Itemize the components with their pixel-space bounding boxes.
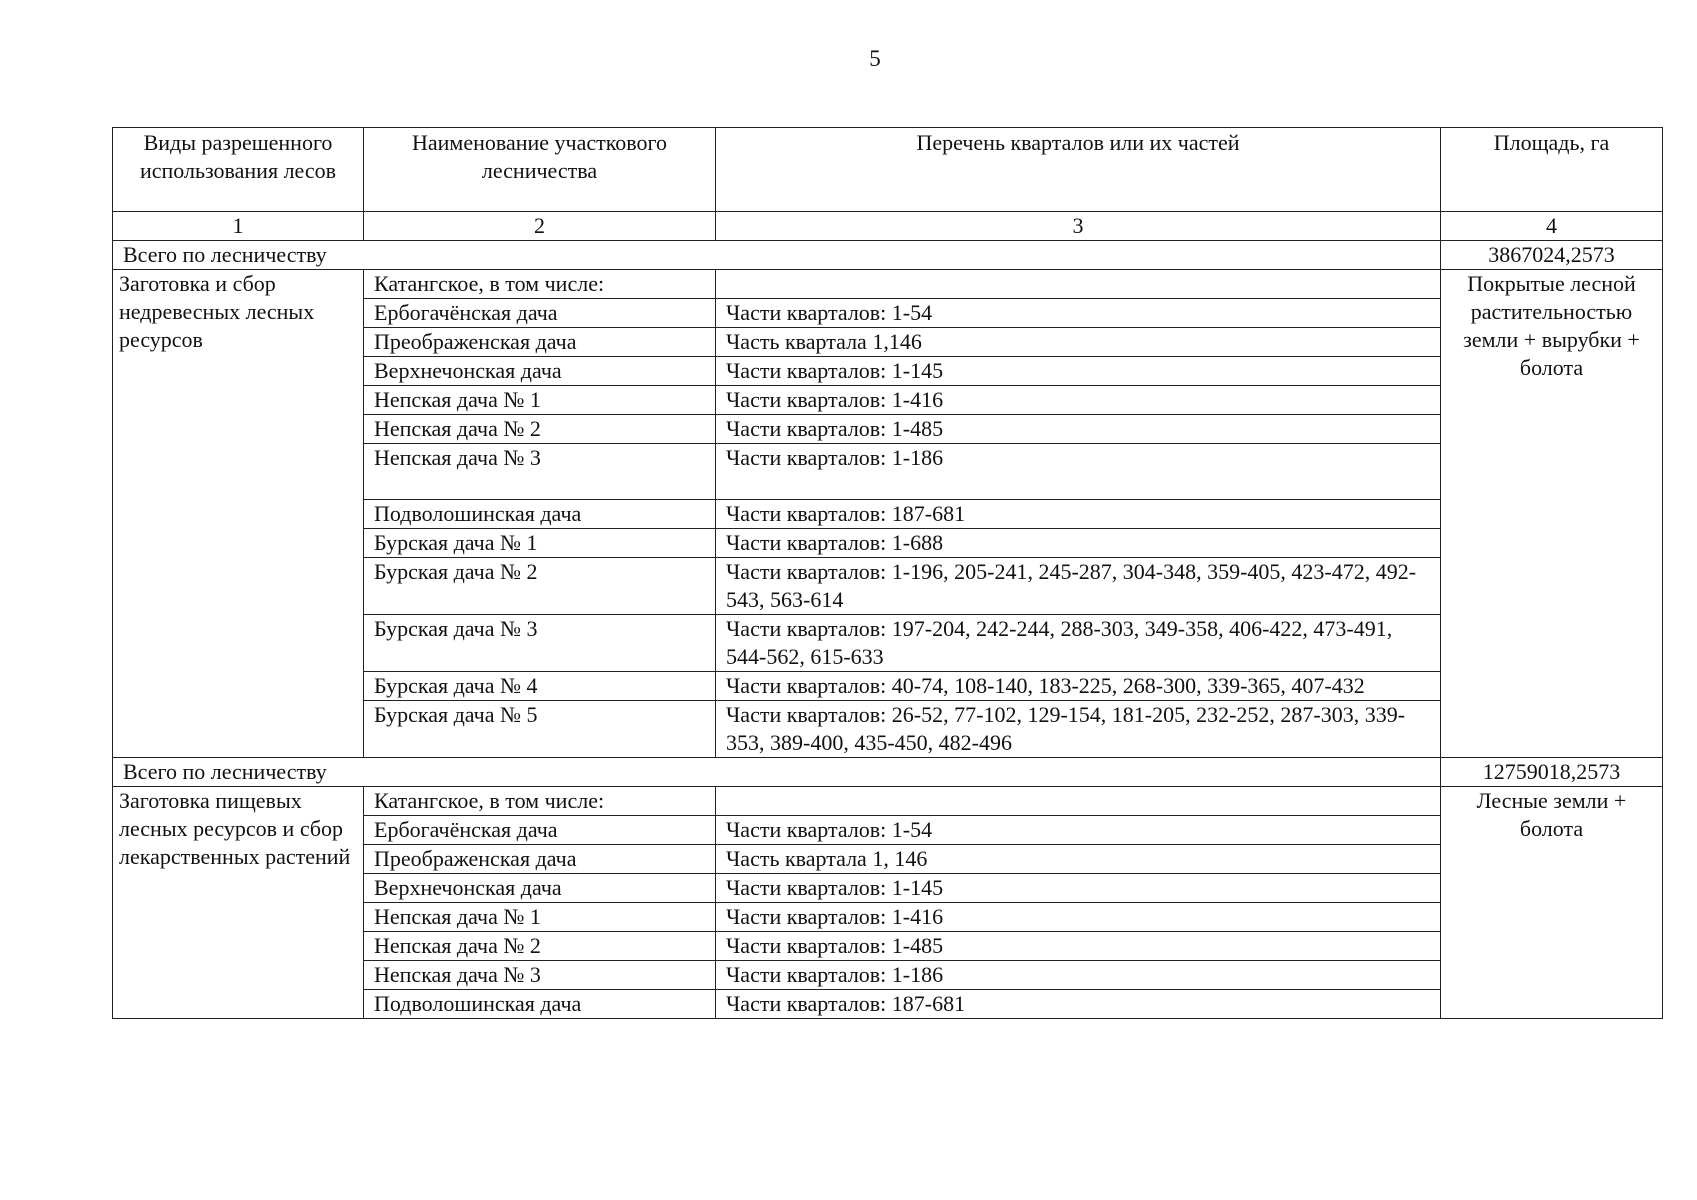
- header-quarters-list: Перечень кварталов или их частей: [716, 128, 1441, 212]
- header-row: [113, 128, 1663, 212]
- quarters-list: Часть квартала 1, 146: [716, 845, 1441, 874]
- forest-use-table: [112, 127, 1663, 1019]
- dacha-name: Бурская дача № 4: [364, 672, 716, 701]
- quarters-list: Части кварталов: 1-485: [716, 932, 1441, 961]
- dacha-name: Преображенская дача: [364, 845, 716, 874]
- total-row: [113, 758, 1663, 787]
- dacha-name: Подволошинская дача: [364, 500, 716, 529]
- quarters-list: Части кварталов: 1-485: [716, 415, 1441, 444]
- quarters-empty: [716, 270, 1441, 299]
- quarters-list: Части кварталов: 1-688: [716, 529, 1441, 558]
- total-area: 3867024,2573: [1441, 241, 1663, 270]
- quarters-list: Части кварталов: 187-681: [716, 990, 1441, 1019]
- column-number-row: [113, 212, 1663, 241]
- forestry-row: [113, 787, 1663, 816]
- total-label: Всего по лесничеству: [113, 241, 1441, 270]
- column-number: 3: [716, 212, 1441, 241]
- quarters-list: Части кварталов: 26-52, 77-102, 129-154, 181-205, 232-252, 287-303, 339-353, 389-400, 435-450, 482-496: [716, 701, 1441, 758]
- column-number: 2: [364, 212, 716, 241]
- quarters-list: Части кварталов: 187-681: [716, 500, 1441, 529]
- dacha-name: Непская дача № 1: [364, 386, 716, 415]
- quarters-list: Части кварталов: 1-416: [716, 386, 1441, 415]
- dacha-name: Непская дача № 3: [364, 444, 716, 500]
- dacha-name: Ербогачёнская дача: [364, 299, 716, 328]
- dacha-name: Верхнечонская дача: [364, 357, 716, 386]
- quarters-list: Части кварталов: 1-196, 205-241, 245-287, 304-348, 359-405, 423-472, 492-543, 563-614: [716, 558, 1441, 615]
- header-area: Площадь, га: [1441, 128, 1663, 212]
- quarters-list: Части кварталов: 1-145: [716, 874, 1441, 903]
- quarters-list: Части кварталов: 1-186: [716, 444, 1441, 500]
- quarters-list: Части кварталов: 1-54: [716, 299, 1441, 328]
- dacha-name: Преображенская дача: [364, 328, 716, 357]
- area-note: Покрытые лесной растительностью земли + вырубки + болота: [1441, 270, 1663, 758]
- quarters-list: Части кварталов: 40-74, 108-140, 183-225, 268-300, 339-365, 407-432: [716, 672, 1441, 701]
- forestry-name: Катангское, в том числе:: [364, 787, 716, 816]
- dacha-name: Непская дача № 3: [364, 961, 716, 990]
- dacha-name: Непская дача № 1: [364, 903, 716, 932]
- dacha-name: Непская дача № 2: [364, 415, 716, 444]
- quarters-list: Части кварталов: 197-204, 242-244, 288-303, 349-358, 406-422, 473-491, 544-562, 615-633: [716, 615, 1441, 672]
- dacha-name: Бурская дача № 3: [364, 615, 716, 672]
- quarters-list: Части кварталов: 1-145: [716, 357, 1441, 386]
- use-kind: Заготовка и сбор недревесных лесных ресурсов: [113, 270, 364, 758]
- header-forestry-name: Наименование участкового лесничества: [364, 128, 716, 212]
- forestry-name: Катангское, в том числе:: [364, 270, 716, 299]
- total-row: [113, 241, 1663, 270]
- use-kind: Заготовка пищевых лесных ресурсов и сбор лекарственных растений: [113, 787, 364, 1019]
- quarters-empty: [716, 787, 1441, 816]
- quarters-list: Часть квартала 1,146: [716, 328, 1441, 357]
- quarters-list: Части кварталов: 1-54: [716, 816, 1441, 845]
- dacha-name: Непская дача № 2: [364, 932, 716, 961]
- total-label: Всего по лесничеству: [113, 758, 1441, 787]
- dacha-name: Подволошинская дача: [364, 990, 716, 1019]
- column-number: 1: [113, 212, 364, 241]
- page-number: 5: [869, 46, 881, 71]
- dacha-name: Бурская дача № 1: [364, 529, 716, 558]
- quarters-list: Части кварталов: 1-416: [716, 903, 1441, 932]
- dacha-name: Ербогачёнская дача: [364, 816, 716, 845]
- column-number: 4: [1441, 212, 1663, 241]
- dacha-name: Бурская дача № 2: [364, 558, 716, 615]
- area-note: Лесные земли + болота: [1441, 787, 1663, 1019]
- forestry-row: [113, 270, 1663, 299]
- total-area: 12759018,2573: [1441, 758, 1663, 787]
- dacha-name: Верхнечонская дача: [364, 874, 716, 903]
- quarters-list: Части кварталов: 1-186: [716, 961, 1441, 990]
- header-use-kind: Виды разрешенного использования лесов: [113, 128, 364, 212]
- dacha-name: Бурская дача № 5: [364, 701, 716, 758]
